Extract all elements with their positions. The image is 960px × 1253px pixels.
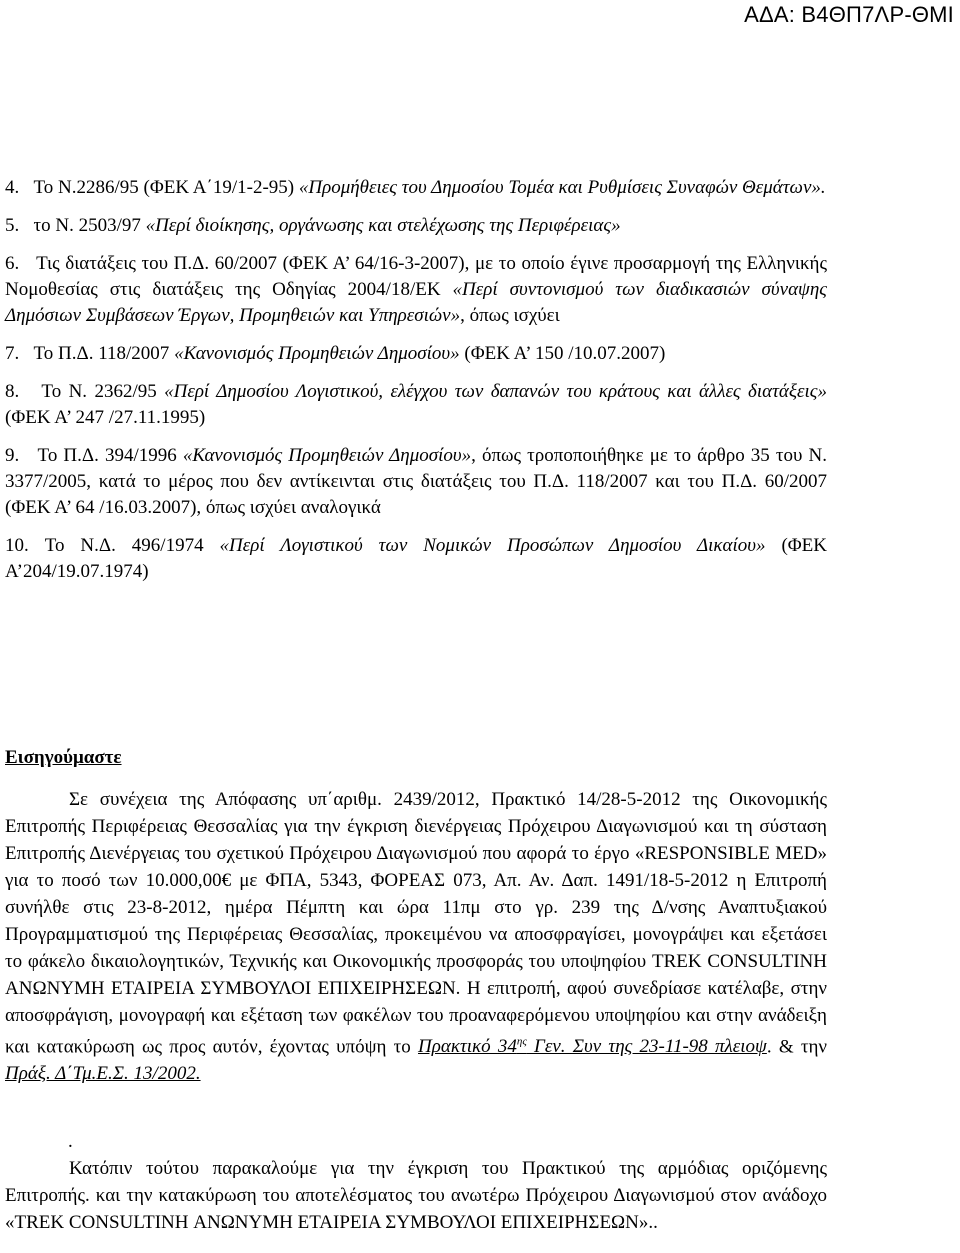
separator-dot: .	[68, 1131, 73, 1152]
paragraph-text: Σε συνέχεια της Απόφασης υπ΄αριθμ. 2439/2012, Πρακτικό 14/28-5-2012 της Οικονομικής Επιτροπής Περιφέρειας Θεσσαλίας για την έγκριση διενέργειας Πρόχειρου Διαγωνισμού και τη σύσταση Επιτροπής Διενέργειας του σχετικού Πρόχειρου Διαγωνισμού που αφορά το έργο «RESPONSIBLE MED» για το ποσό των 10.000,00€ με ΦΠΑ, 5343, ΦΟΡΕΑΣ 073, Απ. Αν. Δαπ. 1491/18-5-2012 η Επιτροπή συνήλθε στις 23-8-2012, ημέρα Πέμπτη και ώρα 11πμ στο γρ. 239 της Δ/νσης Αναπτυξιακού Προγραμματισμού της Περιφέρειας Θεσσαλίας, προκειμένου να αποσφραγίσει, μονογράψει και εξετάσει το φάκελο δικαιολογητικών, Τεχνικής και Οικονομικής προσφοράς του υποψηφίου TREK CONSULTINH ΑΝΩΝΥΜΗ ΕΤΑΙΡΕΙΑ ΣΥΜΒΟΥΛΟΙ ΕΠΙΧΕΙΡΗΣΕΩΝ. Η επιτροπή, αφού συνεδρίασε κατέλαβε, στην αποσφράγιση, μονογραφή και εξέταση των φακέλων του προαναφερόμενου υποψηφίου και στην ανάδειξη και κατακύρωση ως προς αυτόν, έχοντας υπόψη το	[5, 789, 827, 1058]
list-item	[5, 533, 827, 585]
item-text-end: , όπως ισχύει	[460, 305, 560, 326]
item-text: Το Π.Δ. 394/1996	[37, 445, 183, 466]
request-paragraph: Κατόπιν τούτου παρακαλούμε για την έγκριση του Πρακτικού της αρμόδιας οριζόμενης Επιτροπής. και την κατακύρωση του αποτελέσματος του ανωτέρω Πρόχειρου Διαγωνισμού στον ανάδοχο «TREK CONSULTINH ΑΝΩΝΥΜΗ ΕΤΑΙΡΕΙΑ ΣΥΜΒΟΥΛΟΙ ΕΠΙΧΕΙΡΗΣΕΩΝ»..	[5, 1158, 827, 1233]
list-item	[5, 213, 827, 239]
list-item	[5, 443, 827, 521]
item-title: «Περί Δημοσίου Λογιστικού, ελέγχου των δαπανών του κράτους και άλλες διατάξεις»	[164, 381, 827, 402]
list-item	[5, 341, 827, 367]
item-text-end: , όπως τροποποιήθηκε με το άρθρο 35 του Ν. 3377/2005, κατά το μέρος που δεν αντίκεινται στις διατάξεις του Π.Δ. 118/2007 και του Π.Δ. 60/2007 (ΦΕΚ Α’ 64 /16.03.2007), όπως ισχύει αναλογικά	[5, 445, 827, 518]
item-text-end: (ΦΕΚ Α’ 150 /10.07.2007)	[459, 343, 666, 364]
item-text-end: (ΦΕΚ Α’ 247 /27.11.1995)	[5, 407, 206, 428]
item-text-end: (ΦΕΚ Α’204/19.07.1974)	[5, 535, 827, 582]
item-text: Τις διατάξεις του Π.Δ. 60/2007 (ΦΕΚ Α’ 64/16-3-2007), με το οποίο έγινε προσαρμογή της Ελληνικής Νομοθεσίας στις διατάξεις της Οδηγίας 2004/18/ΕΚ	[5, 253, 828, 300]
list-item	[5, 175, 827, 201]
item-title: «Κανονισμός Προμηθειών Δημοσίου»	[182, 445, 472, 466]
item-number: 7.	[5, 343, 20, 364]
item-number: 5.	[5, 215, 20, 236]
minutes-reference-sup: ης	[516, 1036, 527, 1048]
list-item	[5, 251, 827, 329]
paragraph-mid-text: . & την	[766, 1036, 827, 1058]
item-text: Το Ν.Δ. 496/1974	[44, 535, 220, 556]
item-title: «Περί διοίκησης, οργάνωσης και στελέχωσης της Περιφέρειας»	[145, 215, 621, 236]
item-number: 8.	[5, 381, 20, 402]
item-number: 10.	[5, 535, 29, 556]
minutes-reference-rest: Γεν. Συν της 23-11-98 πλειοψ	[526, 1036, 767, 1058]
item-text: το Ν. 2503/97	[33, 215, 146, 236]
item-title: «Προμήθειες του Δημοσίου Τομέα και Ρυθμίσεις Συναφών Θεμάτων».	[298, 177, 826, 198]
minutes-reference	[418, 1036, 767, 1057]
act-reference: Πράξ. Δ΄Τμ.Ε.Σ. 13/2002.	[5, 1063, 201, 1085]
item-text: Το Ν.2286/95 (ΦΕΚ Α΄19/1-2-95)	[33, 177, 299, 198]
item-text: Το Π.Δ. 118/2007	[33, 343, 175, 364]
proposal-paragraph	[5, 786, 827, 1087]
legal-references-list	[5, 175, 827, 597]
item-title: «Κανονισμός Προμηθειών Δημοσίου»	[174, 343, 460, 364]
item-text: Το Ν. 2362/95	[41, 381, 165, 402]
item-number: 6.	[5, 253, 20, 274]
minutes-reference-text: Πρακτικό 34	[418, 1036, 517, 1058]
item-number: 4.	[5, 177, 20, 198]
item-title: «Περί συντονισμού των διαδικασιών σύναψης Δημόσιων Συμβάσεων Έργων, Προμηθειών και Υπηρεσιών»	[5, 279, 827, 326]
item-number: 9.	[5, 445, 20, 466]
item-title: «Περί Λογιστικού των Νομικών Προσώπων Δημοσίου Δικαίου»	[219, 535, 766, 556]
list-item	[5, 379, 827, 431]
section-heading: Εισηγούμαστε	[5, 747, 122, 768]
ada-code: ΑΔΑ: Β4ΘΠ7ΛΡ-ΘΜΙ	[744, 2, 954, 27]
